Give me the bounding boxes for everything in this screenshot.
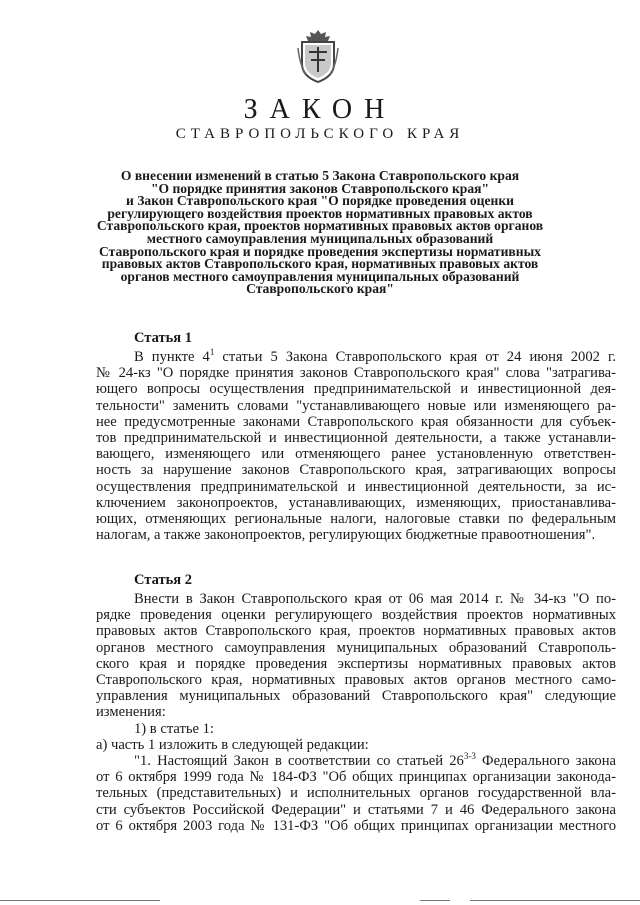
article-2-title: Статья 2 [134,572,192,588]
paragraph-line: ключением законопроектов, устанавливающих, изменяющих, приостанавлива- [96,494,616,511]
article-1-body [96,349,616,543]
text-span: Федерального закона [475,753,616,770]
text-span: "1. Настоящий Закон в соответствии со статьей 26 [134,753,464,770]
heading-line: Ставропольского края и порядке проведения экспертизы нормативных [99,243,541,259]
text-span: В пункте 4 [134,349,210,365]
heading-line: органов местного самоуправления муниципальных образований [120,268,520,284]
heading-line: Ставропольского края, проектов нормативных правовых актов органов [96,218,544,234]
page-bottom-edge [0,896,640,905]
paragraph-line: от 6 октября 2003 года № 131-ФЗ "Об общих принципах организации местного [96,817,616,834]
paragraph-line: органов местного самоуправления муниципальных образований Ставрополь- [96,639,616,656]
paragraph-line: тельных (представительных) и исполнительных органов государственной вла- [96,785,616,802]
heading-line: и Закон Ставропольского края "О порядке проведения оценки [126,193,514,209]
coat-of-arms-icon [296,28,340,84]
text-span: статьи 5 Закона Ставропольского края от 24 июня 2002 г. [214,349,617,365]
list-item: 1) в статье 1: [134,720,214,737]
superscript: 3-3 [463,751,476,762]
heading-line: Ставропольского края" [246,281,394,297]
law-title: ЗАКОН [243,94,397,125]
paragraph-line: управления муниципальных образований Ставропольского края" следующие [96,688,616,705]
heading-line: местного самоуправления муниципальных образований [146,230,494,246]
paragraph-line [96,349,616,365]
law-subtitle: СТАВРОПОЛЬСКОГО КРАЯ [175,126,465,142]
paragraph-line: ющих, отменяющих региональные налоги, налоговые ставки по федеральным [96,511,616,528]
paragraph-line: изменения: [96,704,166,721]
paragraph-line: сти субъектов Российской Федерации" и статьями 7 и 46 Федерального закона [96,801,616,818]
superscript: 1 [209,347,215,358]
heading-line: правовых актов Ставропольского края, нормативных правовых актов [101,256,539,272]
paragraph-line: ского края и порядке проведения экспертизы нормативных правовых актов [96,655,616,672]
list-item: а) часть 1 изложить в следующей редакции: [96,736,369,753]
paragraph-line: правовых актов Ставропольского края, проектов нормативных правовых актов [96,623,616,640]
paragraph-line: налогам, а также законопроектов, регулирующих бюджетные правоотношения". [96,527,596,544]
paragraph-line: Внести в Закон Ставропольского края от 06 мая 2014 г. № 34-кз "О по- [134,591,616,607]
heading-line: "О порядке принятия законов Ставропольского края" [150,180,490,196]
paragraph-line: Ставропольского края, нормативных правовых актов органов местного само- [96,672,616,689]
paragraph-line: тельности" заменить словами "устанавливающего новые или изменяющего ра- [96,397,616,414]
heading-line: О внесении изменений в статью 5 Закона Ставропольского края [120,168,520,183]
paragraph-line [96,753,616,769]
paragraph-line: от 6 октября 1999 года № 184-ФЗ "Об общих принципах организации законода- [96,769,616,786]
paragraph-line: ющего вопросы осуществления предпринимательской и инвестиционной дея- [96,381,616,398]
paragraph-line: нее предусмотренные законами Ставропольского края обязанности для субъек- [96,413,616,430]
article-2-body [96,591,616,834]
paragraph-line: ность за нарушение законов Ставропольского края, затрагивающих вопросы [96,462,616,479]
heading-line: регулирующего воздействия проектов нормативных правовых актов [107,205,533,221]
paragraph-line: рядке проведения оценки регулирующего воздействия проектов нормативных [96,607,616,624]
paragraph-line: вающего, изменяющего или отменяющего ранее установленную ответствен- [96,446,616,463]
paragraph-line: осуществления предпринимательской и инвестиционной деятельности, за ис- [96,478,616,495]
paragraph-line: тов предпринимательской и инвестиционной деятельности, а также устанавли- [96,430,616,447]
law-heading [95,170,545,296]
paragraph-line: № 24-кз "О порядке принятия законов Ставропольского края" слова "затрагива- [96,365,616,382]
article-1-title: Статья 1 [134,330,192,346]
